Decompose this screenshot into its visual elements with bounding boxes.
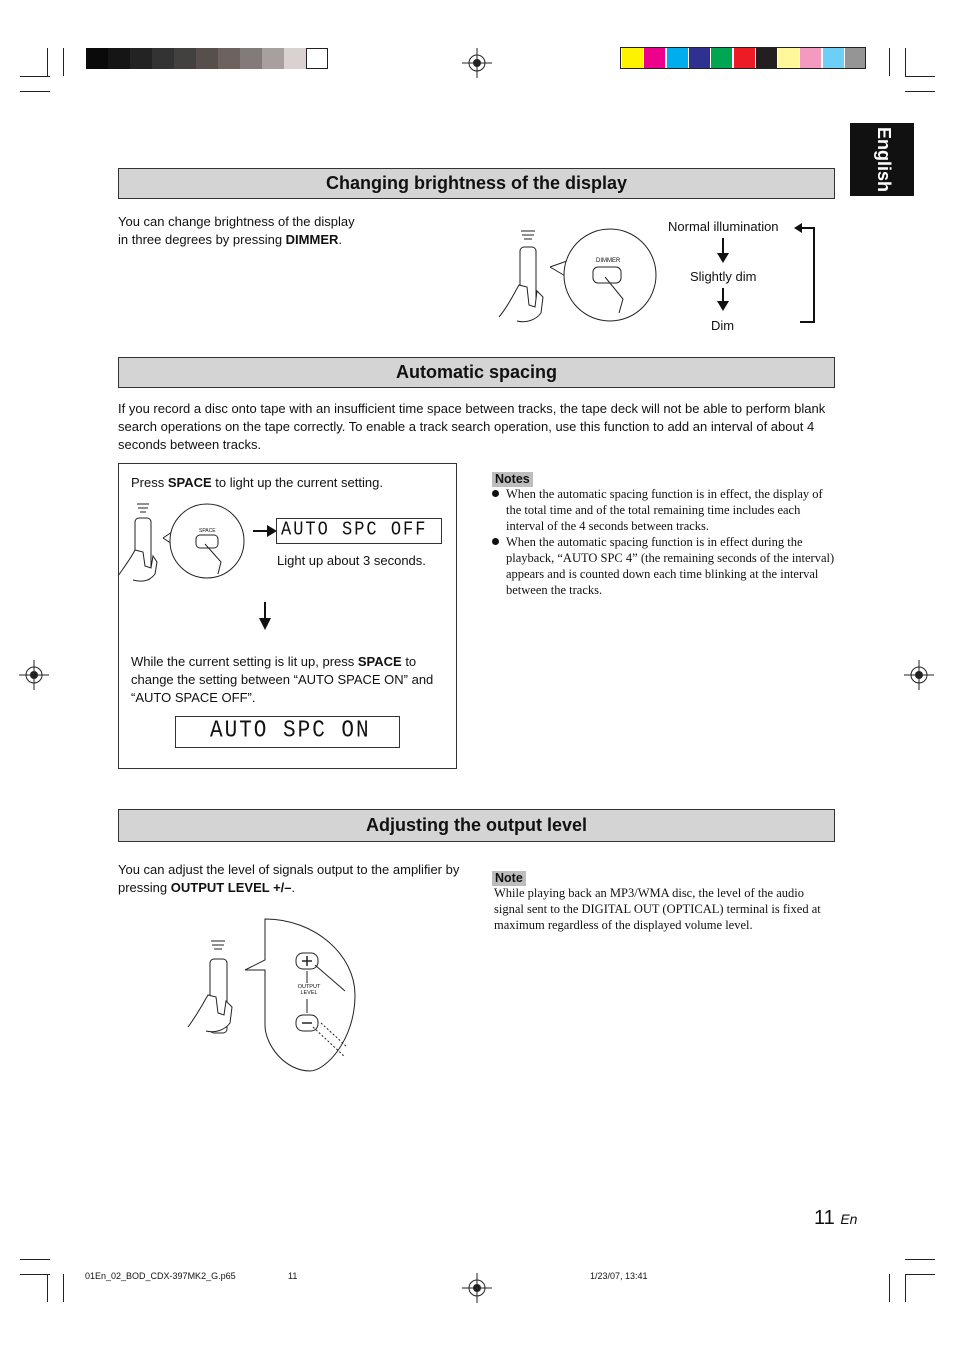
down-arrow-icon bbox=[258, 602, 272, 632]
display-off-text: AUTO SPC OFF bbox=[281, 519, 428, 542]
output-description bbox=[118, 861, 463, 897]
bullet-icon bbox=[492, 538, 499, 545]
dimmer-button bbox=[593, 267, 621, 283]
registration-mark-icon bbox=[904, 660, 934, 690]
output-text-end: . bbox=[291, 880, 296, 895]
language-tab bbox=[850, 123, 914, 196]
gray-swatch bbox=[196, 48, 218, 69]
spacing-step-2 bbox=[131, 653, 441, 707]
gray-swatch bbox=[306, 48, 328, 69]
notes-title: Notes bbox=[492, 472, 533, 487]
step1-text-end: to light up the current setting. bbox=[211, 475, 383, 490]
output-level-key-name: OUTPUT LEVEL +/– bbox=[170, 880, 292, 895]
level-cycle-arrows bbox=[700, 220, 820, 330]
remote-signal-icon bbox=[137, 504, 149, 512]
remote-dimmer-illustration bbox=[495, 225, 660, 325]
registration-mark-icon bbox=[19, 660, 49, 690]
page-number-value: 11 bbox=[814, 1207, 835, 1229]
display-auto-spc-on bbox=[175, 716, 400, 748]
space-button-label: SPACE bbox=[199, 528, 216, 534]
section-heading-output: Adjusting the output level bbox=[118, 809, 835, 842]
gray-swatch bbox=[174, 48, 196, 69]
gray-swatch bbox=[86, 48, 108, 69]
space-key-name-2: SPACE bbox=[357, 654, 402, 669]
language-tab-label: English bbox=[874, 127, 894, 193]
page-number bbox=[814, 1207, 857, 1230]
registration-mark-icon bbox=[462, 48, 492, 78]
gray-swatch bbox=[262, 48, 284, 69]
bullet-icon bbox=[492, 490, 499, 497]
gray-swatch bbox=[130, 48, 152, 69]
dimmer-button-label: DIMMER bbox=[596, 258, 621, 264]
space-key-name: SPACE bbox=[167, 475, 212, 490]
gray-swatch bbox=[218, 48, 240, 69]
section-heading-brightness: Changing brightness of the display bbox=[118, 168, 835, 199]
output-label-line1: OUTPUT bbox=[297, 984, 321, 990]
remote-space-illustration bbox=[117, 500, 282, 585]
spacing-step-1 bbox=[131, 474, 451, 492]
step1-text: Press bbox=[131, 475, 168, 490]
level-normal: Normal illumination bbox=[668, 219, 779, 234]
dimmer-key-name: DIMMER bbox=[285, 232, 339, 247]
note-item: When the automatic spacing function is in effect during the playback, “AUTO SPC 4” (the remaining seconds of the interval) appears and is counted down each time blinking at the interval between the tracks. bbox=[506, 535, 835, 597]
display-on-text: AUTO SPC ON bbox=[210, 718, 371, 745]
gray-swatch bbox=[284, 48, 306, 69]
light-note: Light up about 3 seconds. bbox=[277, 553, 426, 568]
footer-page: 11 bbox=[288, 1271, 298, 1281]
display-auto-spc-off bbox=[276, 518, 442, 544]
spacing-intro: If you record a disc onto tape with an insufficient time space between tracks, the tape deck will not be able to perform blank search operations on the tape correctly. To enable a track search operation, use this function to add an interval of about 4 seconds between tracks. bbox=[118, 401, 826, 452]
gray-swatch bbox=[108, 48, 130, 69]
step2-text: While the current setting is lit up, press bbox=[131, 654, 358, 669]
color-bar-frame bbox=[620, 47, 866, 69]
note-item: When the automatic spacing function is in effect, the display of the total time and of the total remaining time includes each interval of the 4 seconds between tracks. bbox=[506, 487, 823, 533]
section-heading-spacing: Automatic spacing bbox=[118, 357, 835, 388]
output-level-button-label bbox=[297, 984, 321, 996]
level-slightly-dim: Slightly dim bbox=[690, 269, 757, 284]
gray-swatch bbox=[152, 48, 174, 69]
level-dim: Dim bbox=[711, 318, 735, 333]
remote-signal-icon bbox=[211, 941, 225, 949]
brightness-text: You can change brightness of the display in three degrees by pressing bbox=[118, 214, 355, 247]
output-label-line2: LEVEL bbox=[300, 990, 318, 996]
page-language: En bbox=[840, 1211, 858, 1227]
footer-filename: 01En_02_BOD_CDX-397MK2_G.p65 bbox=[85, 1271, 236, 1281]
gray-swatch bbox=[240, 48, 262, 69]
brightness-text-end: . bbox=[338, 232, 342, 247]
output-note-text: While playing back an MP3/WMA disc, the level of the audio signal sent to the DIGITAL OUT (OPTICAL) terminal is fixed at maximum regardless of the displayed volume level. bbox=[494, 886, 821, 932]
step2-text-end: to change the setting between “AUTO SPACE ON” and “AUTO SPACE OFF”. bbox=[131, 654, 434, 705]
output-text: You can adjust the level of signals output to the amplifier by pressing bbox=[118, 862, 460, 895]
remote-signal-icon bbox=[521, 231, 535, 239]
brightness-description bbox=[118, 213, 363, 249]
output-note-title: Note bbox=[492, 871, 526, 886]
registration-mark-icon bbox=[462, 1273, 492, 1303]
remote-output-level-illustration bbox=[185, 915, 360, 1075]
footer-date: 1/23/07, 13:41 bbox=[590, 1271, 648, 1281]
